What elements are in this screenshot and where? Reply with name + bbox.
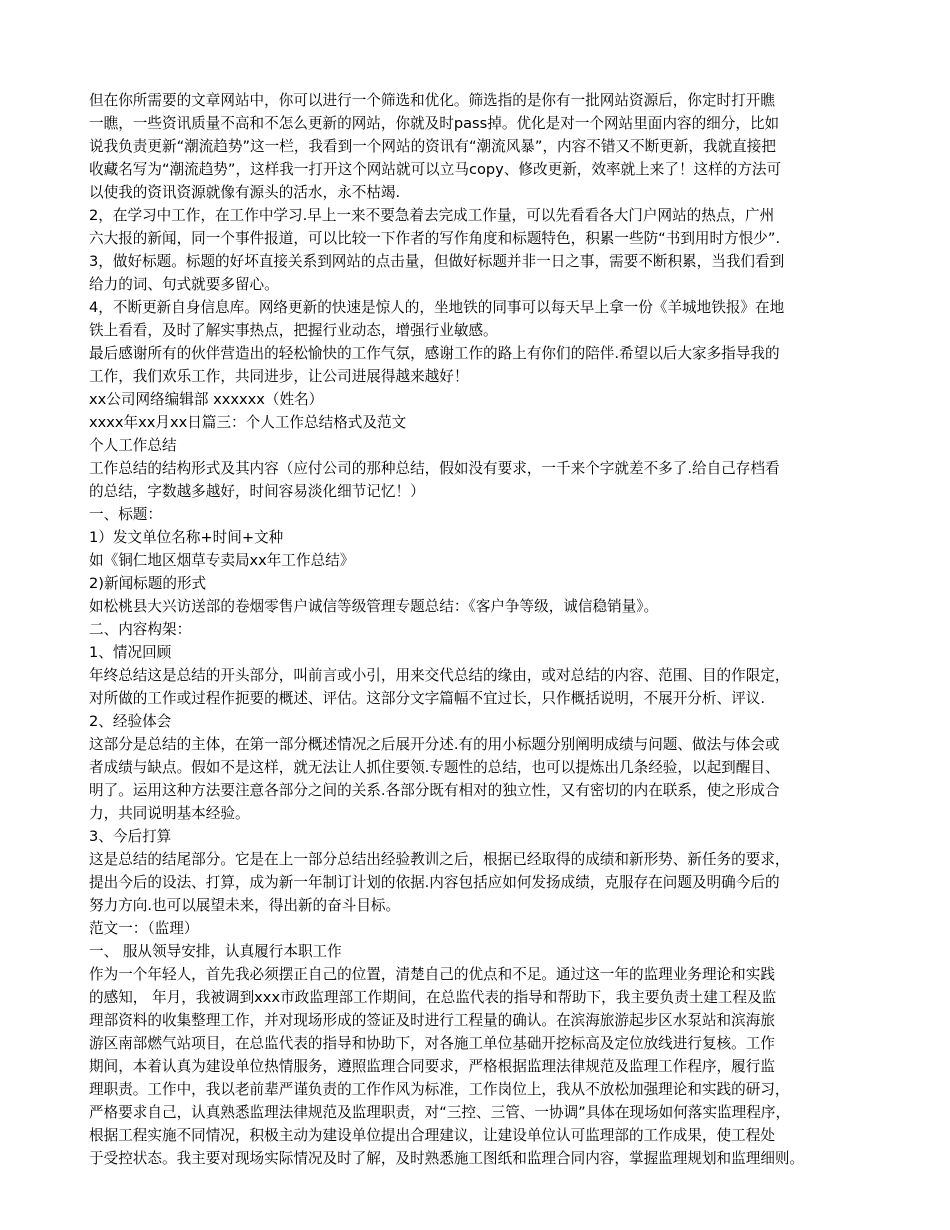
text-line: 2、经验体会 xyxy=(89,713,172,730)
document-body xyxy=(89,89,874,1170)
text-line: 1）发文单位名称+时间+文种 xyxy=(89,529,284,546)
text-line: 提出今后的设法、打算，成为新一年制订计划的依据.内容包括应如何发扬成绩，克服存在问题及明确今后的 xyxy=(89,874,780,891)
text-line: 范文一：（监理） xyxy=(89,920,199,937)
text-line: 2，在学习中工作，在工作中学习.早上一来不要急着去完成工作量，可以先看看各大门户网站的热点，广州 xyxy=(89,207,775,224)
text-line: 2)新闻标题的形式 xyxy=(89,575,207,592)
text-line: 于受控状态。我主要对现场实际情况及时了解，及时熟悉施工图纸和监理合同内容，掌握监理规划和监理细则。 xyxy=(89,1150,805,1167)
text-line: 作为一个年轻人，首先我必须摆正自己的位置，清楚自己的优点和不足。通过这一年的监理业务理论和实践 xyxy=(89,966,775,983)
text-line: 二、内容构架： xyxy=(89,621,192,638)
text-line: 3，做好标题。标题的好坏直接关系到网站的点击量，但做好标题并非一日之事，需要不断积累，当我们看到 xyxy=(89,253,785,270)
text-line: 理部资料的收集整理工作，并对现场形成的签证及时进行工程量的确认。在滨海旅游起步区水泵站和滨海旅 xyxy=(89,1012,775,1029)
text-line: 工作，我们欢乐工作，共同进步，让公司进展得越来越好！ xyxy=(89,368,469,385)
text-line: 理职责。工作中，我以老前辈严谨负责的工作作风为标准，工作岗位上，我从不放松加强理论和实践的研习， xyxy=(89,1081,790,1098)
text-line: 3、今后打算 xyxy=(89,828,172,845)
text-line: 年终总结这是总结的开头部分，叫前言或小引，用来交代总结的缘由，或对总结的内容、范围、目的作限定， xyxy=(89,667,790,684)
text-line: 收藏名写为“潮流趋势”，这样我一打开这个网站就可以立马copy、修改更新，效率就上来了！这样的方法可 xyxy=(89,161,782,178)
text-line: xx公司网络编辑部 xxxxxx（姓名） xyxy=(89,391,324,408)
text-line: 力，共同说明基本经验。 xyxy=(89,805,250,822)
text-line: 这是总结的结尾部分。它是在上一部分总结出经验教训之后，根据已经取得的成绩和新形势、新任务的要求， xyxy=(89,851,790,868)
text-line: 者成绩与缺点。假如不是这样，就无法让人抓住要领.专题性的总结，也可以提炼出几条经验，以起到醒目、 xyxy=(89,759,780,776)
text-line: 工作总结的结构形式及其内容（应付公司的那种总结，假如没有要求，一千来个字就差不多了.给自己存档看 xyxy=(89,460,780,477)
text-line: 如《铜仁地区烟草专卖局xx年工作总结》 xyxy=(89,552,355,569)
text-line: 对所做的工作或过程作扼要的概述、评估。这部分文字篇幅不宜过长，只作概括说明，不展开分析、评议. xyxy=(89,690,765,707)
text-line: 4，不断更新自身信息库。网络更新的快速是惊人的，坐地铁的同事可以每天早上拿一份《羊城地铁报》在地 xyxy=(89,299,785,316)
text-line: 的总结，字数越多越好，时间容易淡化细节记忆！） xyxy=(89,483,425,500)
text-line: 明了。运用这种方法要注意各部分之间的关系.各部分既有相对的独立性，又有密切的内在联系，使之形成合 xyxy=(89,782,780,799)
text-line: 说我负责更新“潮流趋势”这一栏，我看到一个网站的资讯有“潮流风暴”，内容不错又不断更新，我就直接把 xyxy=(89,138,776,155)
text-line: 以使我的资讯资源就像有源头的活水，永不枯竭. xyxy=(89,184,401,201)
text-line: 最后感谢所有的伙伴营造出的轻松愉快的工作气氛，感谢工作的路上有你们的陪伴.希望以后大家多指导我的 xyxy=(89,345,780,362)
text-line: 期间，本着认真为建设单位热情服务，遵照监理合同要求，严格根据监理法律规范及监理工作程序，履行监 xyxy=(89,1058,775,1075)
text-line: 一瞧，一些资讯质量不高和不怎么更新的网站，你就及时pass掉。优化是对一个网站里面内容的细分，比如 xyxy=(89,115,780,132)
text-line: 给力的词、句式就要多留心。 xyxy=(89,276,279,293)
text-line: 严格要求自己，认真熟悉监理法律规范及监理职责，对“三控、三管、一协调”具体在现场如何落实监理程序， xyxy=(89,1104,791,1121)
text-line: 游区南部燃气站项目，在总监代表的指导和协助下，对各施工单位基础开挖标高及定位放线进行复核。工作 xyxy=(89,1035,775,1052)
text-line: 六大报的新闻，同一个事件报道，可以比较一下作者的写作角度和标题特色，积累一些防“书到用时方恨少”. xyxy=(89,230,781,247)
text-line: 个人工作总结 xyxy=(89,437,177,454)
text-line: 努力方向.也可以展望未来，得出新的奋斗目标。 xyxy=(89,897,401,914)
text-line: 1、情况回顾 xyxy=(89,644,172,661)
text-line: 一、 服从领导安排，认真履行本职工作 xyxy=(89,943,342,960)
text-line: 如松桃县大兴访送部的卷烟零售户诚信等级管理专题总结：《客户争等级，诚信稳销量》。 xyxy=(89,598,659,615)
text-line: 根据工程实施不同情况，积极主动为建设单位提出合理建议，让建设单位认可监理部的工作成果，使工程处 xyxy=(89,1127,775,1144)
text-line: xxxx年xx月xx日篇三：个人工作总结格式及范文 xyxy=(89,414,407,431)
text-line: 的感知， 年月，我被调到xxx市政监理部工作期间，在总监代表的指导和帮助下，我主要负责土建工程及监 xyxy=(89,989,777,1006)
text-line: 铁上看看，及时了解实事热点，把握行业动态，增强行业敏感。 xyxy=(89,322,498,339)
text-line: 一、标题： xyxy=(89,506,162,523)
text-line: 但在你所需要的文章网站中，你可以进行一个筛选和优化。筛选指的是你有一批网站资源后，你定时打开瞧 xyxy=(89,92,775,109)
text-line: 这部分是总结的主体，在第一部分概述情况之后展开分述.有的用小标题分别阐明成绩与问题、做法与体会或 xyxy=(89,736,780,753)
